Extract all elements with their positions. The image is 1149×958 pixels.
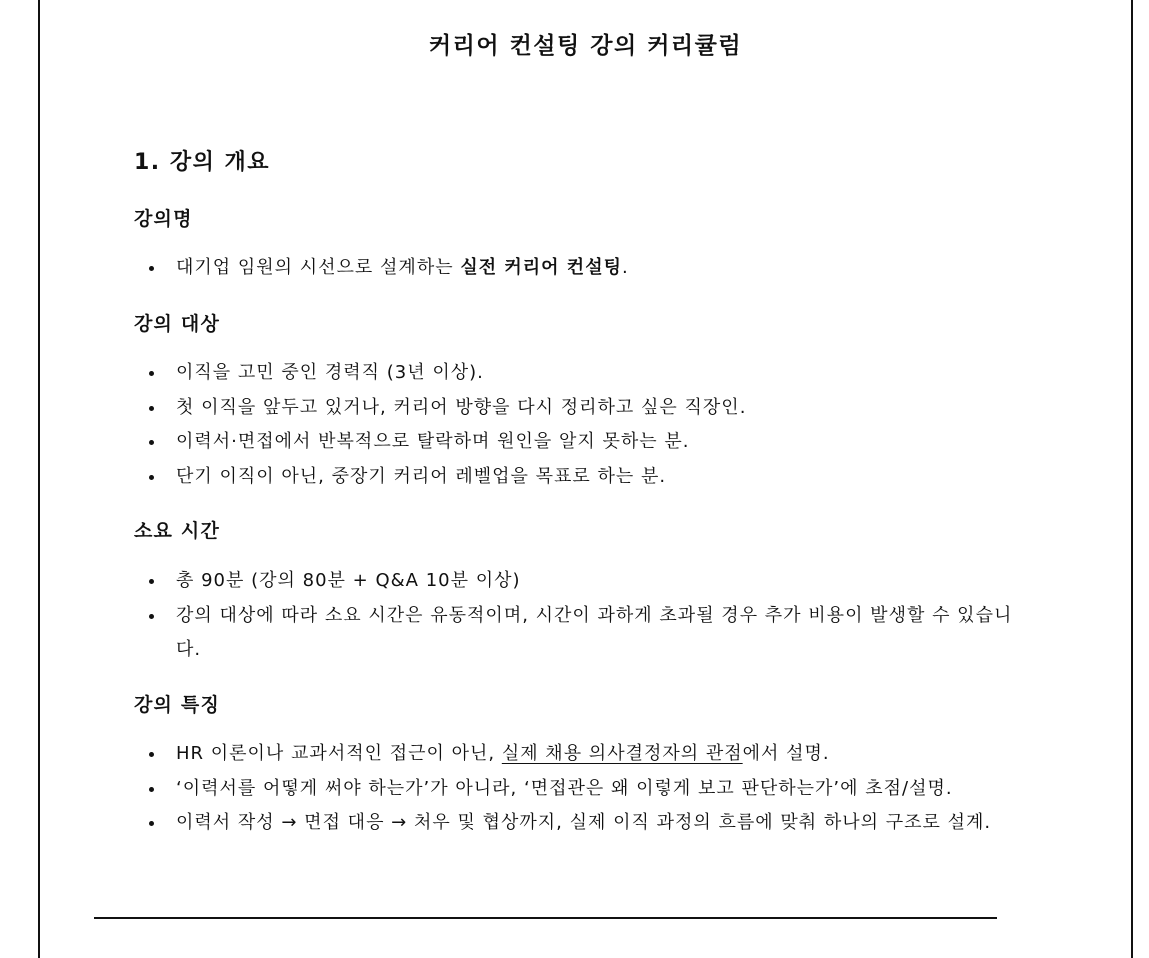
subheading-features: 강의 특징 bbox=[134, 694, 221, 716]
underlined-emphasis: 실제 채용 의사결정자의 관점 bbox=[501, 743, 743, 764]
text: HR 이론이나 교과서적인 접근이 아닌, bbox=[176, 743, 502, 764]
duration-list bbox=[134, 564, 1034, 668]
document-title: 커리어 컨설팅 강의 커리큘럼 bbox=[428, 33, 743, 59]
subheading-course-name: 강의명 bbox=[134, 208, 193, 230]
bold-course-title: 실전 커리어 컨설팅 bbox=[460, 257, 622, 278]
audience-list bbox=[134, 356, 1034, 494]
list-item: 첫 이직을 앞두고 있거나, 커리어 방향을 다시 정리하고 싶은 직장인. bbox=[134, 391, 1034, 426]
list-item: 이력서·면접에서 반복적으로 탈락하며 원인을 알지 못하는 분. bbox=[134, 425, 1034, 460]
list-item: 이직을 고민 중인 경력직 (3년 이상). bbox=[134, 356, 1034, 391]
list-item: 단기 이직이 아닌, 중장기 커리어 레벨업을 목표로 하는 분. bbox=[134, 460, 1034, 495]
text: 에서 설명. bbox=[742, 743, 830, 764]
text: . bbox=[621, 257, 629, 278]
features-list bbox=[134, 737, 1034, 841]
list-item bbox=[134, 251, 1034, 286]
subheading-audience: 강의 대상 bbox=[134, 313, 221, 335]
text: 대기업 임원의 시선으로 설계하는 bbox=[176, 257, 461, 278]
list-item: 총 90분 (강의 80분 + Q&A 10분 이상) bbox=[134, 564, 1034, 599]
list-item bbox=[134, 737, 1034, 772]
list-item: 이력서 작성 → 면접 대응 → 처우 및 협상까지, 실제 이직 과정의 흐름에 맞춰 하나의 구조로 설계. bbox=[134, 806, 1034, 841]
list-item: 강의 대상에 따라 소요 시간은 유동적이며, 시간이 과하게 초과될 경우 추가 비용이 발생할 수 있습니다. bbox=[134, 599, 1034, 668]
list-item: ‘이력서를 어떻게 써야 하는가’가 아니라, ‘면접관은 왜 이렇게 보고 판단하는가’에 초점/설명. bbox=[134, 772, 1034, 807]
horizontal-rule bbox=[94, 917, 997, 919]
section-heading-overview: 1. 강의 개요 bbox=[134, 150, 270, 175]
course-name-list bbox=[134, 251, 1034, 286]
subheading-duration: 소요 시간 bbox=[134, 520, 221, 542]
